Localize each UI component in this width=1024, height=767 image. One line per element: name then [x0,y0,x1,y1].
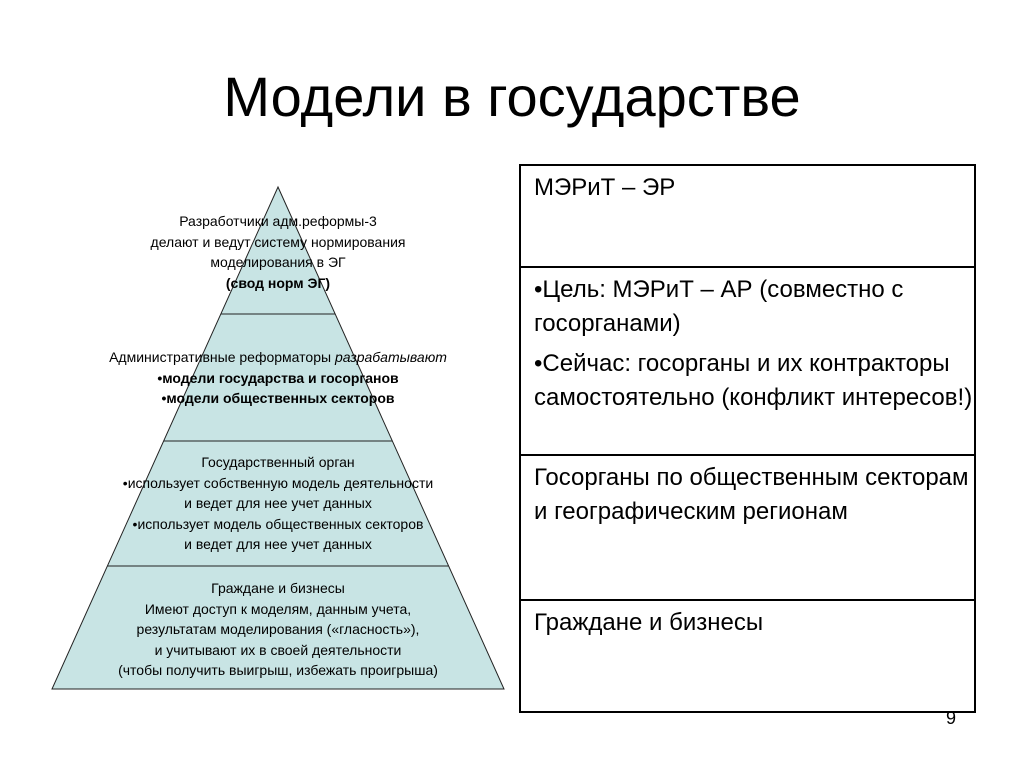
table-row-2-bullet-2: •Сейчас: госорганы и их контракторы самостоятельно (конфликт интересов!) [534,350,973,411]
level3-line3: и ведет для нее учет данных [184,495,372,511]
level3-line2: •использует собственную модель деятельности [122,474,434,491]
level4-line1: Граждане и бизнесы [211,580,345,596]
table-row-1-text: МЭРиТ – ЭР [534,174,676,201]
table-row-3-text: Госорганы по общественным секторам и географическим регионам [534,464,969,525]
level1-line2: делают и ведут систему нормирования [150,233,406,250]
level2-line3: •модели общественных секторов [161,390,395,406]
level3-line1: Государственный орган [201,454,355,470]
table-row-4-text: Граждане и бизнесы [534,609,764,636]
page-number: 9 [946,708,957,728]
level4-line2: Имеют доступ к моделям, данным учета, [144,600,412,617]
level3-line5: и ведет для нее учет данных [184,536,372,552]
level4-line4: и учитывают их в своей деятельности [154,641,402,658]
pyramid-level-4 [50,578,506,681]
level2-line1-italic: разрабатывают [334,349,447,365]
table-row-4 [521,601,974,709]
level2-line1 [50,347,506,368]
actors-table [519,164,976,713]
table-row-2 [521,268,974,454]
level1-line3: моделирования в ЭГ [210,254,346,270]
level3-line4: •использует модель общественных секторов [132,515,424,532]
slide-title: Модели в государстве [223,65,801,128]
table-row-3 [521,456,974,599]
pyramid-level-2 [50,347,506,409]
level1-line1: Разработчики адм.реформы-3 [179,213,377,229]
table-row-1 [521,166,974,266]
level2-line2: •модели государства и госорганов [157,369,399,386]
table-row-2-bullet-1: •Цель: МЭРиТ – АР (совместно с госорганами) [534,276,904,337]
level1-line4: (свод норм ЭГ) [225,274,331,291]
level2-line1-normal: Административные реформаторы [109,349,335,365]
pyramid-level-1 [50,211,506,293]
level4-line5: (чтобы получить выигрыш, избежать проигрыша) [118,662,438,678]
level4-line3: результатам моделирования («гласность»), [136,621,420,637]
pyramid-level-3 [50,452,506,555]
